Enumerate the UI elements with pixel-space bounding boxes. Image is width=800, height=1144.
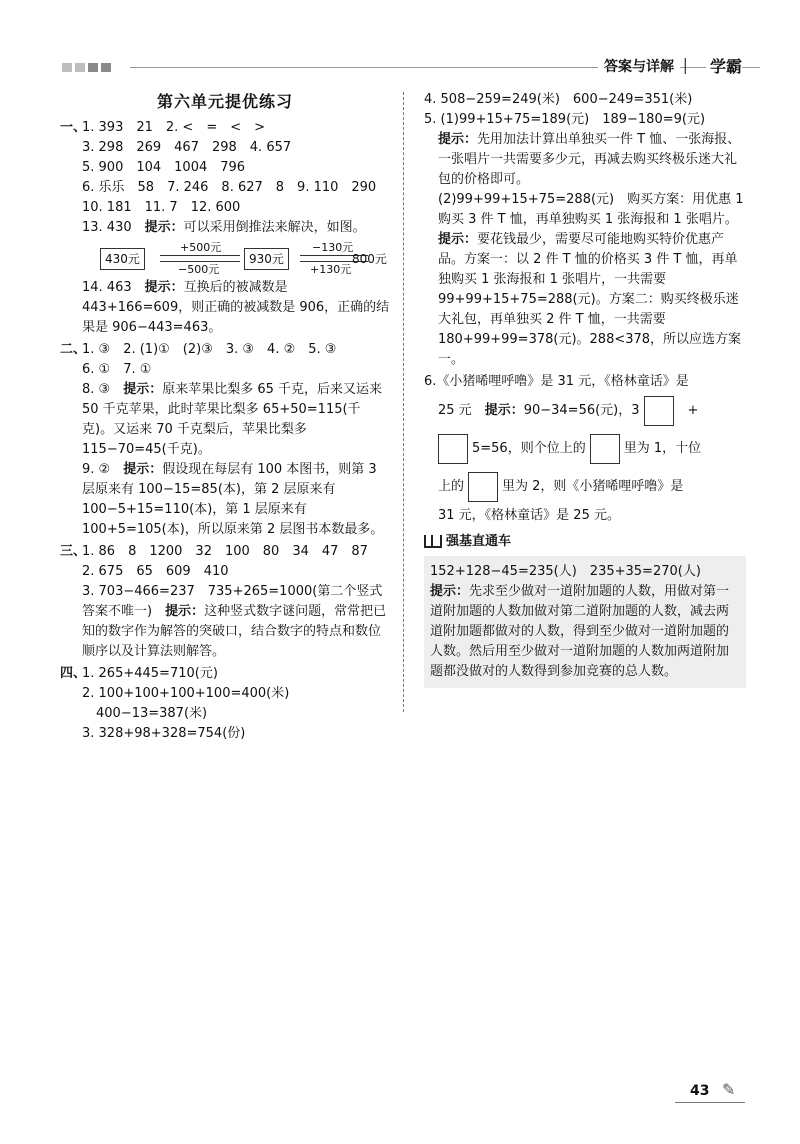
- answer-line: 4. 508−259=249(米) 600−249=351(米): [424, 92, 693, 107]
- answer-line: 5=56，则个位上的 里为 1，十位: [424, 430, 746, 468]
- answer-line: 一、1. 393 21 2. < = < >: [60, 120, 265, 135]
- footer-rule: [675, 1102, 745, 1103]
- answer-line: 三、1. 86 8 1200 32 100 80 34 47 87: [60, 544, 368, 559]
- answer-line: 6.《小猪唏哩呼噜》是 31 元，《格林童话》是: [424, 374, 689, 389]
- answer-block-9: 9. ② 提示：假设现在每层有 100 本图书，则第 3 层原来有 100−15=85(本)，第 2 层原来有 100−5+15=110(本)，第 1 层原来有 100+5=105(本)，所以原来第 2 层图书本数最多。: [82, 462, 384, 537]
- page-header: [0, 0, 800, 80]
- flow-label-minus500: −500元: [178, 263, 220, 276]
- answer-line: 31 元，《格林童话》是 25 元。: [438, 508, 620, 523]
- right-column: [424, 90, 746, 688]
- header-brand: 学霸: [706, 54, 742, 77]
- answer-line: 6. ① 7. ①: [82, 362, 152, 377]
- hint-block: 提示：先用加法计算出单独买一件 T 恤、一张海报、一张唱片一共需要多少元，再减去购买终极乐迷大礼包的价格即可。: [438, 132, 741, 187]
- answer-line: 上的 里为 2，则《小猪唏哩呼噜》是: [424, 468, 746, 506]
- answer-line: 400−13=387(米): [96, 706, 208, 721]
- answer-line: 2. 675 65 609 410: [82, 564, 229, 579]
- answer-block-3c: 3. 703−466=237 735+265=1000(第二个竖式答案不唯一) 提示：这种竖式数字谜问题，常常把已知的数字作为解答的突破口，结合数字的特点和数位顺序以及计算法则解答。: [82, 584, 387, 659]
- pencil-icon: ✎: [722, 1080, 736, 1099]
- answer-block-8: 8. ③ 提示：原来苹果比梨多 65 千克，后来又运来 50 千克苹果，此时苹果比梨多 65+50=115(千克)。又运来 70 千克梨后，苹果比梨多 115−70=45(千克)。: [82, 382, 383, 457]
- answer-line: 四、1. 265+445=710(元): [60, 666, 218, 681]
- blank-box: [644, 396, 674, 426]
- answer-line: 10. 181 11. 7 12. 600: [82, 200, 241, 215]
- flow-label-plus500: +500元: [180, 241, 222, 254]
- flow-box-start: 430元: [100, 248, 145, 270]
- answer-line: 二、1. ③ 2. (1)① (2)③ 3. ③ 4. ② 5. ③: [60, 342, 337, 357]
- left-column: [60, 90, 390, 744]
- column-divider: [403, 92, 404, 712]
- flow-end-value: 800元: [352, 252, 387, 266]
- header-separator: |: [682, 55, 688, 74]
- answer-line: 3. 328+98+328=754(份): [82, 726, 246, 741]
- page-number: 43: [690, 1083, 710, 1099]
- answer-line: 5. 900 104 1004 796: [82, 160, 246, 175]
- header-decoration: [62, 63, 111, 72]
- header-title: 答案与详解: [598, 56, 680, 76]
- flow-label-plus130: +130元: [310, 263, 352, 276]
- answer-line: 2. 100+100+100+100=400(米): [82, 686, 290, 701]
- section-title: 第六单元提优练习: [156, 92, 293, 111]
- answer-line: 25 元 提示：90−34=56(元)，3 +: [424, 392, 746, 430]
- hint-block: 提示：要花钱最少，需要尽可能地购买特价优惠产品。方案一：以 2 件 T 恤的价格买 3 件 T 恤，再单独购买 1 张海报和 1 张唱片，一共需要 99+99+15+75=288(元)。方案二：购买终极乐迷大礼包，再单独买 2 件 T 恤，一共需要 180+99+99=378(元)。288<378，所以应选方案一。: [438, 232, 742, 367]
- answer-line: 3. 298 269 467 298 4. 657: [82, 140, 292, 155]
- book-icon: [424, 535, 442, 548]
- answer-block-5b: (2)99+99+15+75=288(元) 购买方案：用优惠 1 购买 3 件 T 恤，再单独购买 1 张海报和 1 张唱片。: [438, 192, 744, 227]
- answer-block-14: 14. 463 提示：互换后的被减数是 443+166=609，则正确的被减数是 906，正确的结果是 906−443=463。: [82, 280, 390, 335]
- answer-line: 5. (1)99+15+75=189(元) 189−180=9(元): [424, 112, 706, 127]
- flow-box-middle: 930元: [244, 248, 289, 270]
- answer-line: 152+128−45=235(人) 235+35=270(人): [430, 564, 701, 579]
- blank-box: [468, 472, 498, 502]
- extension-heading: 强基直通车: [424, 532, 746, 552]
- answer-line: 6. 乐乐 58 7. 246 8. 627 8 9. 110 290: [82, 180, 377, 195]
- blank-box: [590, 434, 620, 464]
- extension-box: [424, 556, 746, 688]
- answer-line: 13. 430 提示：可以采用倒推法来解决，如图。: [82, 220, 366, 235]
- blank-box: [438, 434, 468, 464]
- hint-block: 提示：先求至少做对一道附加题的人数，用做对第一道附加题的人数加做对第二道附加题的人数，减去两道附加题都做对的人数，得到至少做对一道附加题的人数。然后用至少做对一道附加题的人数加两道附加题都没做对的人数得到参加竞赛的总人数。: [430, 584, 730, 679]
- flow-label-minus130: −130元: [312, 241, 354, 254]
- reverse-flow-diagram: [60, 241, 390, 276]
